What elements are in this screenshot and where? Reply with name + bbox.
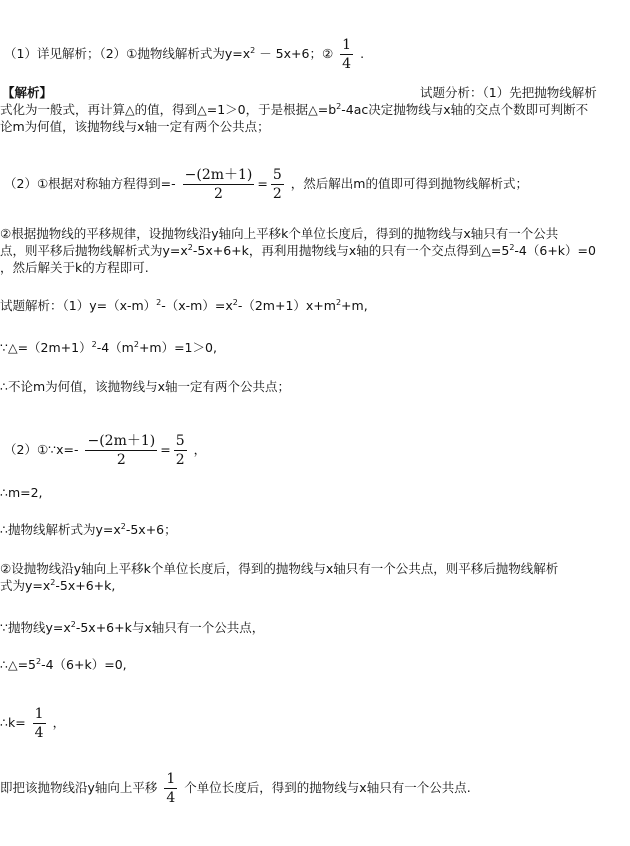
solution-step9: $\therefore\triangle=5^2-4(6+k)=0$, xyxy=(0,657,127,672)
analysis-part3-line3: ，然后解关于k的方程即可. xyxy=(0,260,149,275)
solution-frac2: $\frac{5}{2}$ xyxy=(175,433,185,468)
solution-step6: ∴抛物线解析式为$y=x^2-5x+6$； xyxy=(0,522,177,537)
solution-step4: （2）①∵x=- $\frac{-(2m+1)}{2}$ = $\frac{5}{2}$ ， xyxy=(4,433,207,468)
solution-k-frac: $\frac{1}{4}$ xyxy=(34,706,44,741)
answer-part2: － 5x+6；② xyxy=(255,46,334,61)
answer-tail: . xyxy=(360,46,365,61)
analysis-head: 试题分析：（1）先把抛物线解析 xyxy=(420,85,597,100)
solution-step3: ∴不论m为何值，该抛物线与x轴一定有两个公共点； xyxy=(0,379,291,394)
answer-line xyxy=(4,36,364,73)
analysis-line3: 论m为何值，该抛物线与x轴一定有两个公共点； xyxy=(0,119,270,134)
analysis-part3-line1: ②根据抛物线的平移规律，设抛物线沿y轴向上平移k个单位长度后，得到的抛物线与x轴只有一个公共 xyxy=(0,226,559,241)
analysis-part2: （2）①根据对称轴方程得到=- $\frac{-(2m+1)}{2}$ = $\frac{5}{2}$ ，然后解出m的值即可得到抛物线解析式； xyxy=(4,167,528,202)
answer-frac-den: 4 xyxy=(342,56,352,72)
analysis-frac1: $\frac{-(2m+1)}{2}$ xyxy=(184,167,253,202)
analysis-part3-line2: 点，则平移后抛物线解析式为$y=x^2-5x+6+k$，再利用抛物线与x轴的只有一个交点得到$\triangle=5^2-4(6+k)=0$ xyxy=(0,243,596,258)
solution-step8: ∵抛物线$y=x^2-5x+6+k$与x轴只有一个公共点， xyxy=(0,620,265,635)
jiexi-title: 【解析】 xyxy=(2,85,53,100)
solution-step10: ∴k= $\frac{1}{4}$ ， xyxy=(0,706,66,741)
answer-part1: （1）详见解析；（2）①抛物线解析式为y=x xyxy=(4,46,251,61)
solution-step5: ∴m=2, xyxy=(0,485,43,500)
solution-step7-line1: ②设抛物线沿y轴向上平移k个单位长度后，得到的抛物线与x轴只有一个公共点，则平移后抛物线解析 xyxy=(0,561,559,576)
solution-step7-line2: 式为$y=x^2-5x+6+k$, xyxy=(0,578,116,593)
answer-exp: 2 xyxy=(250,46,256,55)
solution-step2: $\because\triangle=(2m+1)^2-4(m^2+m)=1>0$, xyxy=(0,340,217,355)
solution-final-frac: $\frac{1}{4}$ xyxy=(166,771,176,806)
analysis-line2: 式化为一般式，再计算△的值，得到△=1＞0，于是根据$\triangle=b^2-4ac$决定抛物线与x轴的交点个数即可判断不 xyxy=(0,102,589,117)
solution-step1: 试题解析：$(1)y=(x-m)^2-(x-m)=x^2-(2m+1)x+m^2+m$, xyxy=(0,298,368,313)
solution-frac1: $\frac{-(2m+1)}{2}$ xyxy=(87,433,156,468)
solution-step11: 即把该抛物线沿y轴向上平移 $\frac{1}{4}$ 个单位长度后，得到的抛物线与x轴只有一个公共点. xyxy=(0,771,471,806)
analysis-frac2: $\frac{5}{2}$ xyxy=(272,167,282,202)
answer-frac-num: 1 xyxy=(342,37,352,53)
answer-fraction xyxy=(340,36,353,73)
